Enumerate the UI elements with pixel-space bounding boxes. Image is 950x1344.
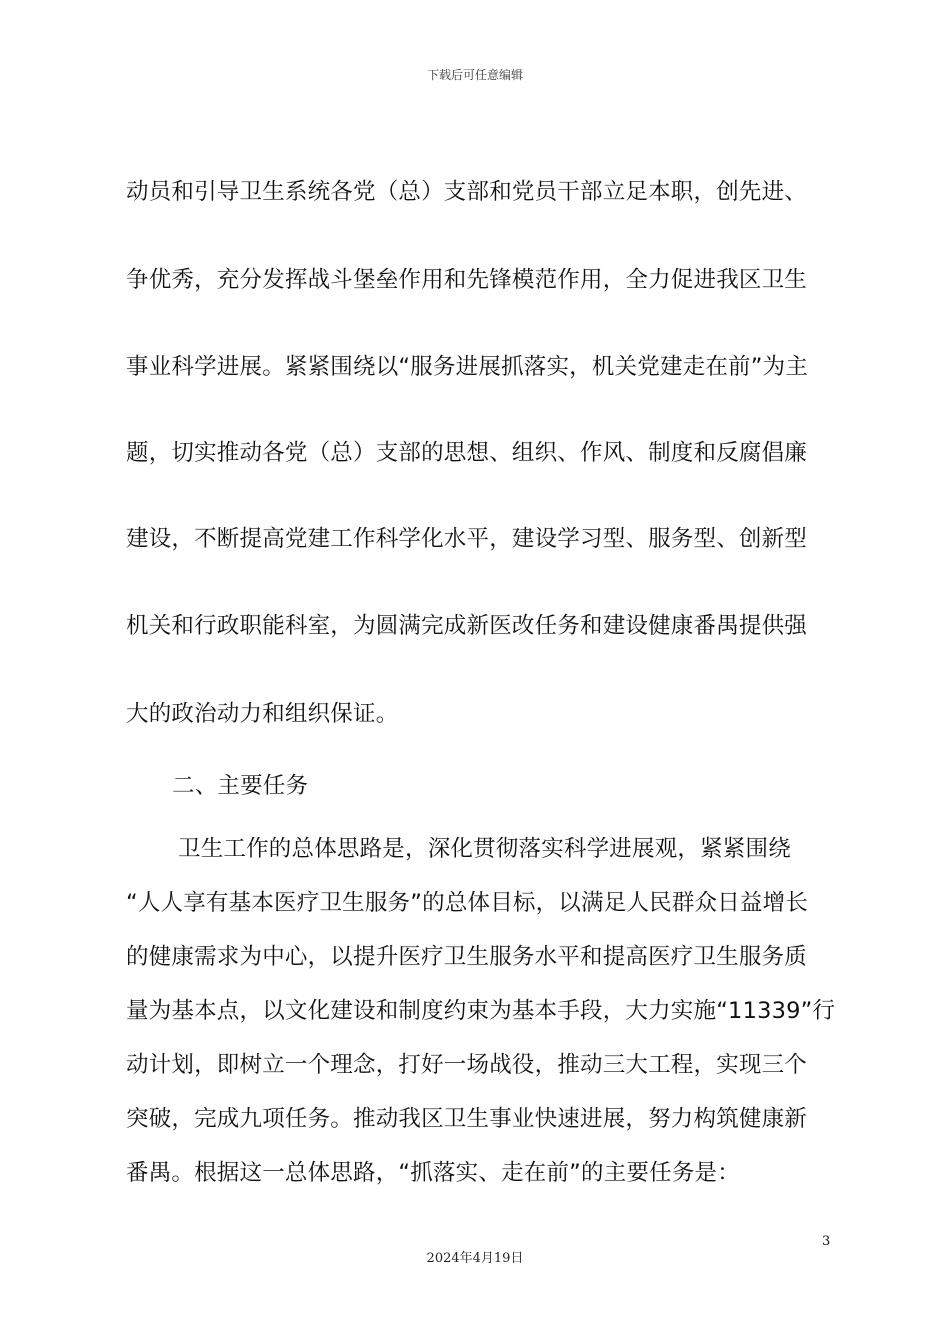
paragraph-line: 卫生工作的总体思路是，深化贯彻落实科学进展观，紧紧围绕 (178, 836, 791, 862)
paragraph-line: “人人享有基本医疗卫生服务”的总体目标，以满足人民群众日益增长 (126, 890, 809, 916)
page-number: 3 (822, 1234, 831, 1249)
paragraph-line: 番禺。根据这一总体思路，“抓落实、走在前”的主要任务是： (126, 1160, 740, 1186)
paragraph-line: 建设，不断提高党建工作科学化水平，建设学习型、服务型、创新型 (126, 526, 808, 552)
paragraph-line: 动员和引导卫生系统各党（总）支部和党员干部立足本职，创先进、 (126, 179, 808, 205)
paragraph-line: 量为基本点，以文化建设和制度约束为基本手段，大力实施“11339”行 (126, 998, 836, 1024)
paragraph-line: 大的政治动力和组织保证。 (126, 701, 399, 727)
paragraph-line: 动计划，即树立一个理念，打好一场战役，推动三大工程，实现三个 (126, 1052, 808, 1078)
paragraph-line: 机关和行政职能科室，为圆满完成新医改任务和建设健康番禺提供强 (126, 613, 808, 639)
paragraph-line: 突破，完成九项任务。推动我区卫生事业快速进展，努力构筑健康新 (126, 1106, 808, 1132)
paragraph-line: 题，切实推动各党（总）支部的思想、组织、作风、制度和反腐倡廉 (126, 440, 808, 466)
paragraph-line: 的健康需求为中心，以提升医疗卫生服务水平和提高医疗卫生服务质 (126, 944, 808, 970)
page-header: 下载后可任意编辑 (426, 68, 523, 82)
section-heading: 二、主要任务 (172, 773, 309, 799)
paragraph-line: 争优秀，充分发挥战斗堡垒作用和先锋模范作用，全力促进我区卫生 (126, 267, 808, 293)
paragraph-line: 事业科学进展。紧紧围绕以“服务进展抓落实，机关党建走在前”为主 (126, 354, 809, 380)
footer-date: 2024年4月19日 (426, 1251, 524, 1266)
